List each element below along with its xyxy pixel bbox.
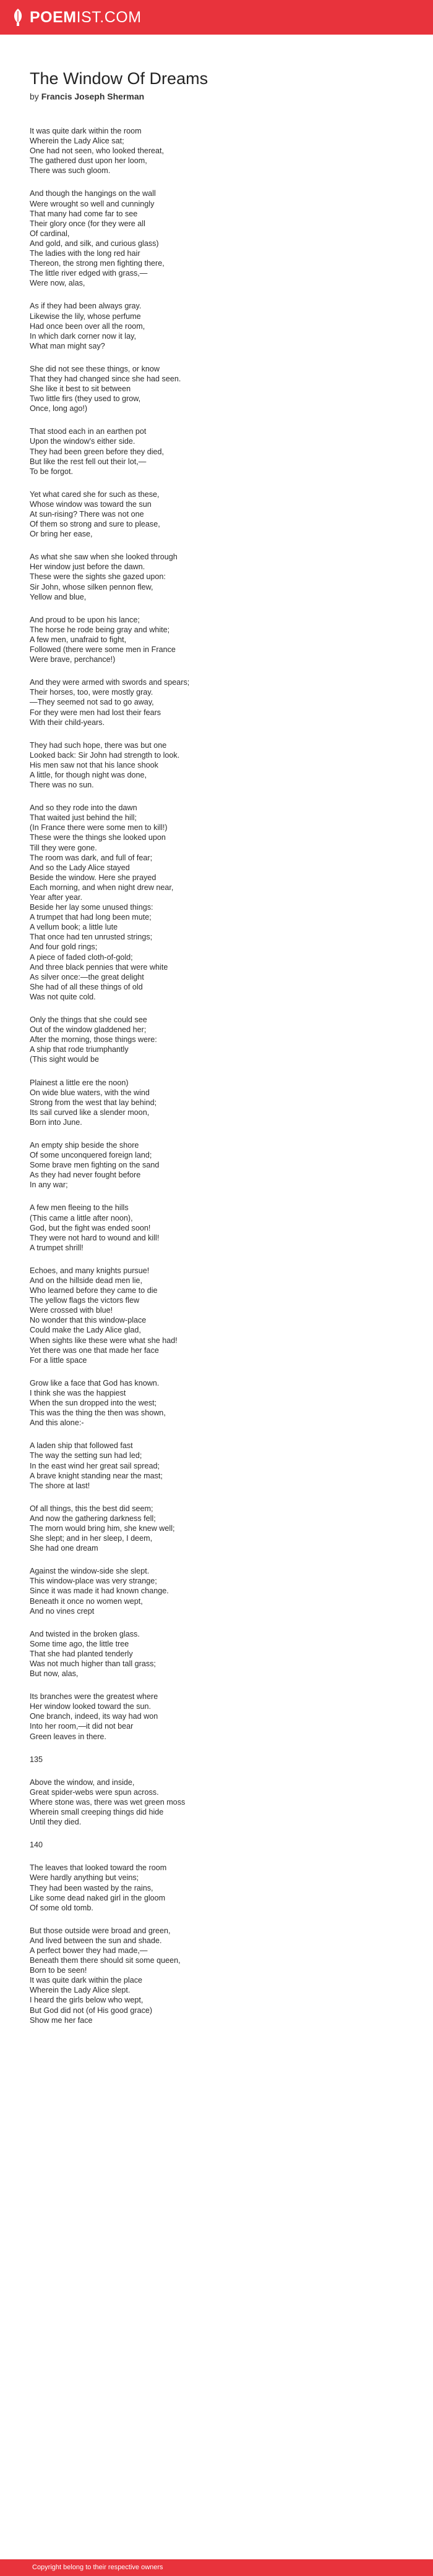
copyright-text: Copyright belong to their respective owners bbox=[32, 2564, 163, 2571]
poem-line: The morn would bring him, she knew well; bbox=[30, 1523, 175, 1533]
poem-line: But God did not (of His good grace) bbox=[30, 2006, 153, 2015]
poem-line: Sir John, whose silken pennon flew, bbox=[30, 582, 153, 591]
poem-line: Where stone was, there was wet green moss bbox=[30, 1797, 186, 1807]
stanza bbox=[30, 1078, 407, 1127]
poem-line: Plainest a little ere the noon) bbox=[30, 1078, 129, 1087]
stanza bbox=[30, 1692, 407, 1741]
poem-line: Its sail curved like a slender moon, bbox=[30, 1108, 150, 1117]
poem-line: Her window just before the dawn. bbox=[30, 562, 145, 572]
poem-line: Above the window, and inside, bbox=[30, 1777, 135, 1787]
poem-line: The horse he rode being gray and white; bbox=[30, 625, 170, 634]
poem-line: Their glory once (for they were all bbox=[30, 219, 145, 228]
poem-body bbox=[30, 126, 407, 2025]
poem-line: Wherein the Lady Alice slept. bbox=[30, 1986, 131, 1995]
site-name bbox=[30, 9, 142, 27]
stanza bbox=[30, 489, 407, 539]
poem-line: Wherein small creeping things did hide bbox=[30, 1808, 164, 1817]
poem-line: Beneath it once no women wept, bbox=[30, 1596, 143, 1606]
poem-line: Had once been over all the room, bbox=[30, 321, 145, 331]
poem-line: On wide blue waters, with the wind bbox=[30, 1088, 150, 1097]
poem-line: Born to be seen! bbox=[30, 1966, 87, 1975]
stanza bbox=[30, 1840, 407, 1850]
poem-line: It was quite dark within the room bbox=[30, 127, 142, 135]
poem-line: I heard the girls below who wept, bbox=[30, 1996, 144, 2005]
poem-line: Was not much higher than tall grass; bbox=[30, 1659, 156, 1668]
stanza bbox=[30, 1629, 407, 1679]
poem-line: (In France there were some men to kill!) bbox=[30, 823, 168, 833]
poem-line: The way the setting sun had led; bbox=[30, 1451, 142, 1460]
top-bar bbox=[0, 0, 433, 35]
poem-line: A brave knight standing near the mast; bbox=[30, 1471, 163, 1480]
poem-line: Were crossed with blue! bbox=[30, 1306, 113, 1315]
poem-line: What man might say? bbox=[30, 341, 105, 350]
poem-line: A trumpet shrill! bbox=[30, 1243, 84, 1252]
poem-line: Beside her lay some unused things: bbox=[30, 903, 153, 912]
poem-line: Her window looked toward the sun. bbox=[30, 1702, 152, 1711]
poem-line: She slept; and in her sleep, I deem, bbox=[30, 1534, 153, 1543]
poem-line: Beside the window. Here she prayed bbox=[30, 873, 156, 882]
stanza bbox=[30, 1441, 407, 1490]
poem-line: Was not quite cold. bbox=[30, 992, 96, 1001]
poem-line: Against the window-side she slept. bbox=[30, 1567, 150, 1576]
poem-line: Whose window was toward the sun bbox=[30, 499, 152, 509]
stanza bbox=[30, 301, 407, 350]
poem-line: Were brave, perchance!) bbox=[30, 655, 116, 664]
poem-line: In any war; bbox=[30, 1180, 68, 1190]
stanza bbox=[30, 1777, 407, 1827]
poem-line: The yellow flags the victors flew bbox=[30, 1296, 140, 1305]
poem-line: These were the sights she gazed upon: bbox=[30, 572, 166, 582]
poem-line: The room was dark, and full of fear; bbox=[30, 853, 153, 862]
poem-line: (This sight would be bbox=[30, 1055, 99, 1064]
poem-line: Of cardinal, bbox=[30, 229, 70, 238]
poem-line: As silver once:—the great delight bbox=[30, 972, 144, 981]
poem-line: Only the things that she could see bbox=[30, 1015, 147, 1025]
poem-line: And so the Lady Alice stayed bbox=[30, 863, 130, 872]
poem-line: Out of the window gladdened her; bbox=[30, 1025, 147, 1035]
author-link[interactable]: Francis Joseph Sherman bbox=[41, 91, 145, 101]
poem-line: Wherein the Lady Alice sat; bbox=[30, 137, 124, 146]
brand-light: IST.COM bbox=[76, 8, 142, 26]
poem-line: Were hardly anything but veins; bbox=[30, 1873, 139, 1883]
poem-line: Strong from the west that lay behind; bbox=[30, 1098, 157, 1107]
stanza bbox=[30, 189, 407, 288]
poem-line: But those outside were broad and green, bbox=[30, 1926, 171, 1935]
stanza bbox=[30, 1566, 407, 1616]
poem-line: Of all things, this the best did seem; bbox=[30, 1504, 153, 1513]
poem-line: And gold, and silk, and curious glass) bbox=[30, 239, 159, 248]
poem-line: A few men fleeing to the hills bbox=[30, 1203, 129, 1213]
poem-line: Born into June. bbox=[30, 1117, 82, 1127]
poem-line: (This came a little after noon), bbox=[30, 1213, 133, 1222]
poem-line: That many had come far to see bbox=[30, 209, 138, 218]
poem-line: She like it best to sit between bbox=[30, 384, 131, 394]
poem-line: Yellow and blue, bbox=[30, 592, 87, 601]
poem-line: This window-place was very strange; bbox=[30, 1577, 157, 1586]
poem-line: And lived between the sun and shade. bbox=[30, 1936, 162, 1945]
brand-bold: POEM bbox=[30, 8, 77, 26]
stanza bbox=[30, 1755, 407, 1765]
poem-line: Their horses, too, were mostly gray. bbox=[30, 688, 153, 697]
poem-line: That they had changed since she had seen. bbox=[30, 374, 181, 383]
poem-line: Of some old tomb. bbox=[30, 1903, 93, 1912]
poem-line: In which dark corner now it lay, bbox=[30, 331, 136, 341]
poem-line: A piece of faded cloth-of-gold; bbox=[30, 952, 133, 962]
stanza bbox=[30, 1926, 407, 2025]
poem-line: In the east wind her great sail spread; bbox=[30, 1461, 160, 1470]
poem-line: Show me her face bbox=[30, 2015, 93, 2025]
poem-line: One had not seen, who looked thereat, bbox=[30, 146, 165, 156]
poem-line: One branch, indeed, its way had won bbox=[30, 1712, 158, 1721]
stanza bbox=[30, 1504, 407, 1553]
poem-line: God, but the fight was ended soon! bbox=[30, 1223, 151, 1232]
poem-line: Some time ago, the little tree bbox=[30, 1639, 129, 1648]
footer-bar bbox=[0, 2559, 433, 2576]
poem-line: These were the things she looked upon bbox=[30, 833, 166, 842]
poem-line: His men saw not that his lance shook bbox=[30, 760, 158, 769]
poem-line: No wonder that this window-place bbox=[30, 1316, 147, 1325]
poem-line: And no vines crept bbox=[30, 1606, 95, 1616]
stanza bbox=[30, 1378, 407, 1428]
poem-line: Into her room,—it did not bear bbox=[30, 1722, 134, 1731]
poem-line: The little river edged with grass,— bbox=[30, 269, 148, 278]
stanza bbox=[30, 677, 407, 727]
poem-line: Or bring her ease, bbox=[30, 530, 93, 539]
poem-line: A vellum book; a little lute bbox=[30, 923, 118, 932]
poem-line: A perfect bower they had made,— bbox=[30, 1946, 148, 1955]
poem-line: An empty ship beside the shore bbox=[30, 1140, 139, 1150]
stanza bbox=[30, 364, 407, 413]
poem-line: To be forgot. bbox=[30, 467, 74, 476]
poem-line: A little, for though night was done, bbox=[30, 770, 147, 779]
poem-line: Once, long ago!) bbox=[30, 404, 88, 413]
stanza bbox=[30, 803, 407, 1002]
poem-line: She did not see these things, or know bbox=[30, 364, 160, 373]
poem-line: Followed (there were some men in France bbox=[30, 645, 176, 655]
poem-line: She had one dream bbox=[30, 1544, 98, 1553]
poem-line: And now the gathering darkness fell; bbox=[30, 1514, 156, 1523]
poem-line: But now, alas, bbox=[30, 1669, 79, 1679]
stanza bbox=[30, 1863, 407, 1912]
poem-line: Great spider-webs were spun across. bbox=[30, 1787, 159, 1797]
poem-line: And though the hangings on the wall bbox=[30, 189, 156, 198]
poem-line: As they had never fought before bbox=[30, 1171, 141, 1180]
poem-line: Green leaves in there. bbox=[30, 1732, 106, 1741]
poem-line: Yet there was one that made her face bbox=[30, 1345, 159, 1355]
poem-line: I think she was the happiest bbox=[30, 1388, 126, 1397]
poem-line: The ladies with the long red hair bbox=[30, 249, 140, 258]
poem-line: When the sun dropped into the west; bbox=[30, 1399, 157, 1408]
poem-line: And this alone:- bbox=[30, 1418, 84, 1428]
poem-line: And proud to be upon his lance; bbox=[30, 615, 140, 624]
feather-pen-icon bbox=[11, 8, 25, 27]
poem-line: Grow like a face that God has known. bbox=[30, 1378, 160, 1388]
poem-line: And on the hillside dead men lie, bbox=[30, 1276, 143, 1285]
poem-line: Echoes, and many knights pursue! bbox=[30, 1266, 150, 1275]
stanza bbox=[30, 1015, 407, 1064]
poem-line: Like some dead naked girl in the gloom bbox=[30, 1893, 166, 1902]
poem-line: It was quite dark within the place bbox=[30, 1976, 143, 1985]
poem-line: A trumpet that had long been mute; bbox=[30, 913, 152, 922]
poem-line: Of some unconquered foreign land; bbox=[30, 1151, 152, 1160]
poem-line: That she had planted tenderly bbox=[30, 1649, 133, 1658]
poem-line: Two little firs (they used to grow, bbox=[30, 394, 141, 404]
poem-line: As what she saw when she looked through bbox=[30, 553, 178, 562]
poem-line: 135 bbox=[30, 1755, 43, 1764]
poem-line: They had been green before they died, bbox=[30, 447, 165, 456]
stanza bbox=[30, 1203, 407, 1252]
poem-line: As if they had been always gray. bbox=[30, 302, 142, 311]
poem-line: Of them so strong and sure to please, bbox=[30, 520, 160, 529]
poem-line: For they were men had lost their fears bbox=[30, 708, 161, 717]
poem-line: That waited just behind the hill; bbox=[30, 813, 137, 823]
poem-line: Some brave men fighting on the sand bbox=[30, 1161, 160, 1170]
poem-title: The Window Of Dreams bbox=[30, 69, 208, 88]
stanza bbox=[30, 552, 407, 601]
poem-line: Its branches were the greatest where bbox=[30, 1692, 158, 1701]
poem-line: And three black pennies that were white bbox=[30, 962, 168, 972]
stanza bbox=[30, 126, 407, 176]
poem-line: Likewise the lily, whose perfume bbox=[30, 311, 141, 321]
poem-line: That once had ten unrusted strings; bbox=[30, 933, 153, 942]
poem-content bbox=[30, 68, 407, 2038]
poem-line: They had been wasted by the rains, bbox=[30, 1883, 153, 1892]
poem-line: They were not hard to wound and kill! bbox=[30, 1233, 160, 1242]
poem-line: That stood each in an earthen pot bbox=[30, 427, 147, 436]
poem-line: And so they rode into the dawn bbox=[30, 803, 137, 813]
poem-line: Each morning, and when night drew near, bbox=[30, 883, 174, 892]
poem-line: After the morning, those things were: bbox=[30, 1035, 157, 1044]
poem-line: And they were armed with swords and spears; bbox=[30, 678, 190, 687]
poem-line: Upon the window's either side. bbox=[30, 437, 135, 446]
poem-line: This was the thing the then was shown, bbox=[30, 1409, 166, 1418]
poem-line: 140 bbox=[30, 1841, 43, 1850]
poem-line: There was such gloom. bbox=[30, 166, 111, 176]
stanza bbox=[30, 740, 407, 790]
poem-line: A ship that rode triumphantly bbox=[30, 1045, 129, 1054]
poem-line: And four gold rings; bbox=[30, 943, 98, 952]
poem-line: With their child-years. bbox=[30, 718, 105, 727]
poem-line: —They seemed not sad to go away, bbox=[30, 698, 154, 707]
byline bbox=[30, 90, 407, 103]
stanza bbox=[30, 426, 407, 476]
poem-line: And twisted in the broken glass. bbox=[30, 1629, 140, 1638]
poem-line: Looked back: Sir John had strength to look. bbox=[30, 750, 180, 760]
poem-line: She had of all these things of old bbox=[30, 982, 143, 991]
poem-line: But like the rest fell out their lot,— bbox=[30, 457, 147, 466]
stanza bbox=[30, 1266, 407, 1365]
poem-line: The gathered dust upon her loom, bbox=[30, 156, 147, 166]
poem-line: Beneath them there should sit some queen, bbox=[30, 1956, 181, 1965]
site-logo[interactable] bbox=[11, 7, 142, 27]
poem-line: The shore at last! bbox=[30, 1481, 90, 1490]
poem-line: When sights like these were what she had! bbox=[30, 1336, 178, 1345]
poem-line: There was no sun. bbox=[30, 781, 94, 790]
poem-line: For a little space bbox=[30, 1355, 87, 1365]
poem-line: Year after year. bbox=[30, 893, 82, 902]
poem-line: Could make the Lady Alice glad, bbox=[30, 1326, 141, 1335]
poem-line: The leaves that looked toward the room bbox=[30, 1863, 167, 1873]
poem-line: At sun-rising? There was not one bbox=[30, 510, 144, 519]
poem-line: A laden ship that followed fast bbox=[30, 1441, 133, 1451]
poem-line: Were now, alas, bbox=[30, 279, 85, 288]
poem-line: Thereon, the strong men fighting there, bbox=[30, 259, 165, 268]
poem-line: Till they were gone. bbox=[30, 843, 97, 852]
poem-line: Yet what cared she for such as these, bbox=[30, 489, 160, 499]
poem-line: A few men, unafraid to fight, bbox=[30, 635, 127, 644]
poem-line: Who learned before they came to die bbox=[30, 1286, 158, 1295]
stanza bbox=[30, 1140, 407, 1190]
poem-line: Since it was made it had known change. bbox=[30, 1587, 169, 1596]
stanza bbox=[30, 615, 407, 664]
poem-line: Until they died. bbox=[30, 1818, 82, 1827]
poem-line: Were wrought so well and cunningly bbox=[30, 199, 155, 208]
byline-prefix: by bbox=[30, 91, 39, 101]
poem-line: They had such hope, there was but one bbox=[30, 740, 167, 750]
